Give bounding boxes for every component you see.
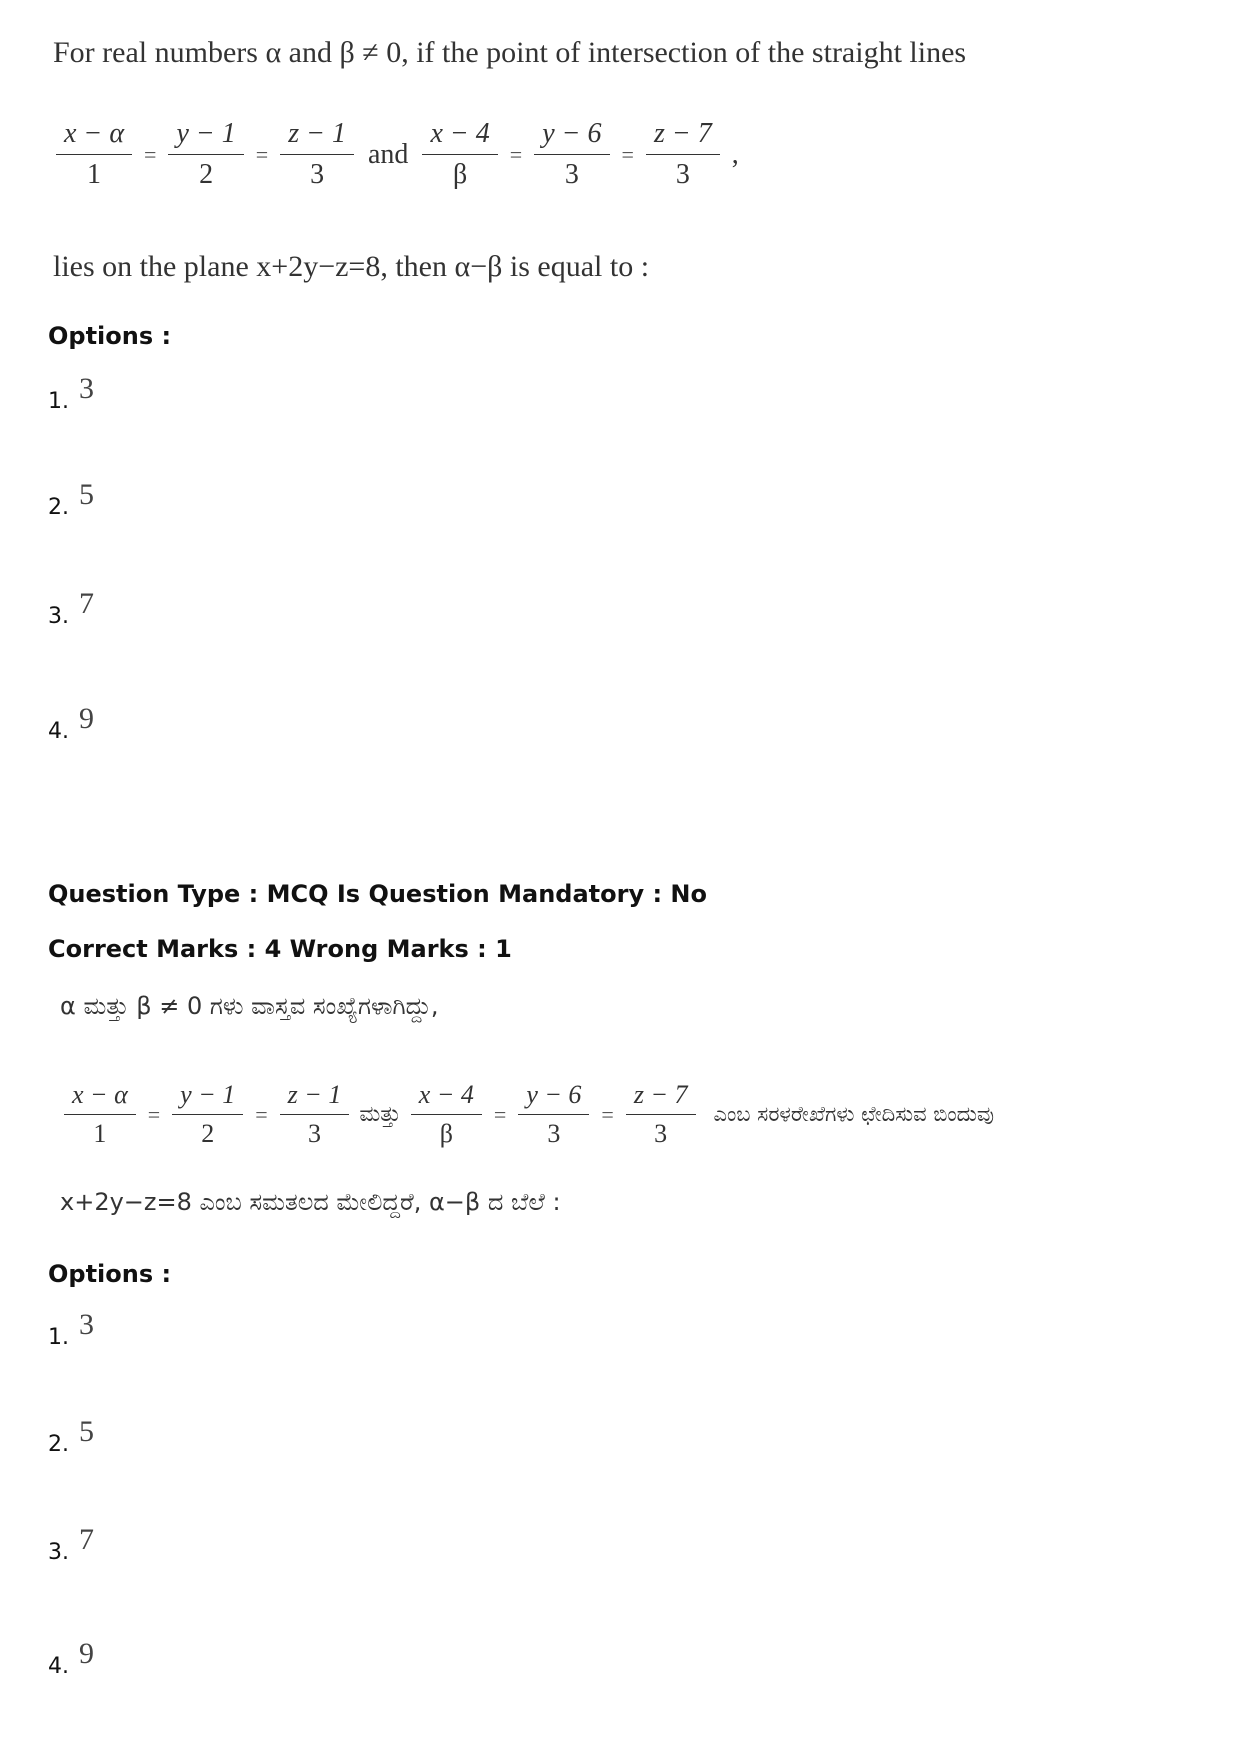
fraction: $\frac{y - 6}{3}$ xyxy=(534,118,609,191)
question-type-line: Question Type : MCQ Is Question Mandatory : No xyxy=(48,880,707,908)
options-label: Options : xyxy=(48,322,172,350)
fraction: $\frac{y - 6}{3}$ xyxy=(518,1080,589,1149)
fraction: $\frac{x - 4}{\beta}$ xyxy=(411,1080,482,1149)
question-tail-kannada: x+2y−z=8 ಎಂಬ ಸಮತಲದ ಮೇಲಿದ್ದರೆ, α−β ದ ಬೆಲೆ : xyxy=(60,1188,561,1216)
options-label: Options : xyxy=(48,1260,172,1288)
line-equations: $\frac{x - \alpha}{1}$ = $\frac{y - 1}{2}$ = $\frac{z - 1}{3}$ and $\frac{x - 4}{\beta}$ = $\frac{y - 6}{3}$ = $\frac{z - 7}{3}$ , xyxy=(50,118,739,191)
and-word: and xyxy=(368,138,409,170)
fraction: $\frac{z - 7}{3}$ xyxy=(626,1080,696,1149)
and-word-kannada: ಮತ್ತು xyxy=(359,1102,401,1127)
option-3[interactable]: 3. 7 xyxy=(48,587,94,629)
question-intro: For real numbers α and β ≠ 0, if the point of intersection of the straight lines xyxy=(53,36,967,69)
marks-line: Correct Marks : 4 Wrong Marks : 1 xyxy=(48,935,512,963)
option-1[interactable]: 1. 3 xyxy=(48,372,94,414)
option-4[interactable]: 4. 9 xyxy=(48,702,94,744)
question-after-kannada: ಎಂಬ ಸರಳರೇಖೆಗಳು ಛೇದಿಸುವ ಬಿಂದುವು xyxy=(713,1102,995,1126)
fraction: $\frac{z - 1}{3}$ xyxy=(280,118,354,191)
question-intro-kannada: α ಮತ್ತು β ≠ 0 ಗಳು ವಾಸ್ತವ ಸಂಖ್ಯೆಗಳಾಗಿದ್ದು, xyxy=(60,992,439,1020)
fraction: $\frac{y - 1}{2}$ xyxy=(172,1080,243,1149)
fraction: $\frac{y - 1}{2}$ xyxy=(168,118,243,191)
option-1[interactable]: 1. 3 xyxy=(48,1308,94,1350)
option-3[interactable]: 3. 7 xyxy=(48,1523,94,1565)
fraction: $\frac{z - 7}{3}$ xyxy=(646,118,720,191)
line-equations-kannada: $\frac{x - \alpha}{1}$ = $\frac{y - 1}{2}$ = $\frac{z - 1}{3}$ ಮತ್ತು $\frac{x - 4}{\beta}$ = $\frac{y - 6}{3}$ = $\frac{z - 7}{3}$ ಎಂಬ ಸರಳರೇಖೆಗಳು ಛೇದಿಸುವ ಬಿಂದುವು xyxy=(58,1080,994,1149)
option-2[interactable]: 2. 5 xyxy=(48,478,94,520)
question-tail: lies on the plane x+2y−z=8, then α−β is equal to : xyxy=(53,250,650,283)
option-4[interactable]: 4. 9 xyxy=(48,1637,94,1679)
fraction: $\frac{x - \alpha}{1}$ xyxy=(64,1080,136,1149)
fraction: $\frac{z - 1}{3}$ xyxy=(280,1080,350,1149)
fraction: $\frac{x - \alpha}{1}$ xyxy=(56,118,132,191)
option-2[interactable]: 2. 5 xyxy=(48,1415,94,1457)
fraction: $\frac{x - 4}{\beta}$ xyxy=(422,118,497,191)
